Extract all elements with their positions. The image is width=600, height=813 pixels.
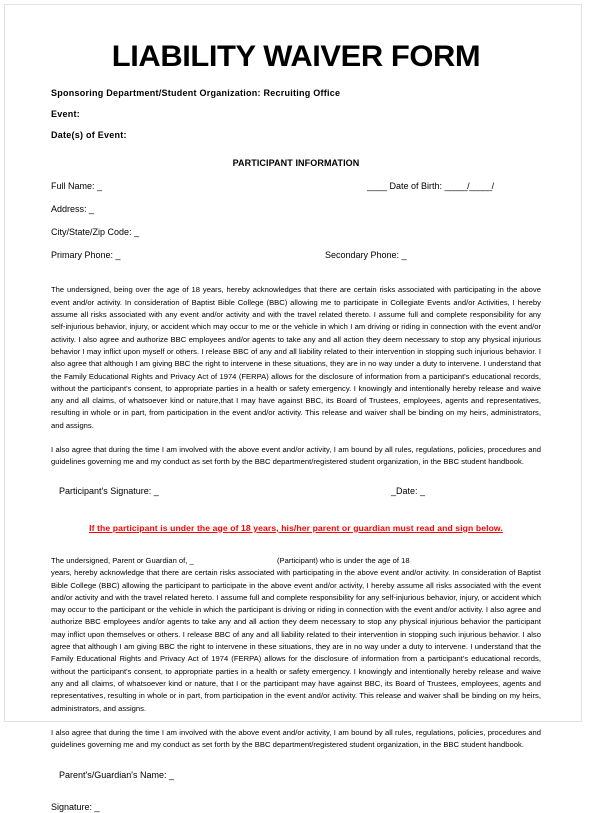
participant-agreement-block (51, 284, 541, 498)
city-state-zip-input-blank[interactable]: _ (134, 227, 139, 238)
guardian-agreement-block (51, 555, 541, 813)
header-field-sponsoring-department (51, 89, 541, 99)
header-field-event (51, 110, 541, 120)
participant-signature-blank[interactable]: _ (153, 485, 159, 496)
page-title: LIABILITY WAIVER FORM (111, 40, 481, 73)
participant-agreement-paragraph-1: The undersigned, being over the age of 18 years, hereby acknowledges that there are certain risks associated with participating in the above event and/or activity. In consideration of Baptist Bible College (BBC) allowing me to participate in Collegiate Events and/or Activities, I hereby assume all risks associated with any event and/or activity and with the travel related thereto. I assume full and complete responsibility for any self-injurious behavior, injury, or accident which may occur to me or the vehicle in which I am driving or riding in connection with the event and/or activity. I also agree and authorize BBC employees and/or agents to take any and all action they deem necessary to stop any physical injurious behavior I may inflict upon myself or others. I release BBC of any and all liability related to their intervention in stopping such injurious behavior. I also agree that although I am giving BBC the right to intervene in these situations, they are in no way under a duty to intervene. I understand that the Family Educational Rights and Privacy Act of 1974 (FERPA) allows for the disclosure of information from a participant's educational records, without the participant's consent, to appropriate parties in a health or safety emergency. I knowingly and intentionally hereby release and waive any and all claims, of whatsoever kind or nature,that I may have against BBC, its Board of Trustees, employees, agents and representatives, resulting in whole or in part, from participation in the event and/or activity. This release and waiver shall be binding on my heirs, administrators, and assigns. (51, 285, 541, 430)
full-name-label: Full Name: (51, 181, 95, 192)
guardian-name-blank[interactable]: _ (169, 770, 174, 781)
guardian-agreement-paragraph-2: I also agree that during the time I am involved with the above event and/or activity, I am bound by all rules, regulations, policies, procedures and guidelines governing me and my conduct as set forth by the BBC department/registered student organization, in the BBC student handbook. (51, 727, 541, 750)
secondary-phone-group (325, 251, 406, 261)
participant-signature-label: Participant's Signature: (59, 485, 152, 496)
field-row-full-name (51, 182, 541, 193)
guardian-name-row (51, 771, 541, 781)
minor-warning-notice: If the participant is under the age of 18 years, his/her parent or guardian must read and sign below. (89, 522, 503, 533)
address-label: Address: (51, 204, 87, 215)
address-input-blank[interactable]: _ (89, 204, 94, 215)
primary-phone-input-blank[interactable]: _ (115, 250, 121, 261)
participant-date-blank[interactable]: _ (420, 485, 425, 496)
primary-phone-label: Primary Phone: (51, 250, 114, 261)
document-body (51, 41, 541, 813)
guardian-signature-blank[interactable]: _ (94, 802, 100, 813)
participant-agreement-paragraph-2: I also agree that during the time I am involved with the above event and/or activity, I am bound by all rules, regulations, policies, procedures and guidelines governing me and my conduct as set forth by the BBC department/registered student organization, in the BBC student handbook. (51, 445, 541, 467)
guardian-first-line (51, 555, 541, 567)
field-row-primary-phone (51, 251, 541, 262)
date-of-birth-label: ____ Date of Birth: (367, 181, 443, 192)
city-state-zip-label: City/State/Zip Code: (51, 227, 132, 238)
participant-date-label: _Date: (391, 485, 418, 496)
field-row-city-state-zip (51, 228, 541, 239)
guardian-name-label: Parent's/Guardian's Name: (59, 770, 167, 781)
participant-date-group (391, 487, 425, 497)
secondary-phone-input-blank[interactable]: _ (401, 250, 407, 261)
header-field-label: Date(s) of Event: (51, 129, 127, 140)
field-row-address (51, 205, 541, 216)
guardian-first-line-tail: (Participant) who is under the age of 18 (277, 555, 410, 565)
secondary-phone-label: Secondary Phone: (325, 250, 400, 261)
header-field-value: Recruiting Office (263, 87, 341, 98)
participant-signature-row (51, 487, 541, 499)
guardian-agreement-paragraph-1: years, hereby acknowledge that there are certain risks associated with participating in the above event and/or activity. In consideration of Baptist Bible College (BBC) allowing the participant to participate in the above event and/or activity, I hereby assume all risks associated with the event and/or activity and with the travel related hereto. I assume full and complete responsibility for any self-injurious behavior, injury, or accident which may occur to the participant or the vehicle in which the participant is driving or riding in connection with the event and/or activity. I also agree and authorize BBC employees and/or agents to take any and all action they deem necessary to stop any physical injurious behavior the participant may inflict upon themselves or others. I release BBC of any and all liability related to their intervention in stopping such injurious behavior. I also agree that although I am giving BBC the right to intervene in these situations, they are in no way under a duty to intervene. I understand that the Family Educational Rights and Privacy Act of 1974 (FERPA) allows for the disclosure of information from a participant's educational records, without the participant's consent, to appropriate parties in a health or safety emergency. I knowingly and intentionally hereby release and waive any and all claims, of whatsoever kind or nature, that I or the participant may have against BBC, its Board of Trustees, employees, agents and representatives, resulting in whole or in part, from participation in the event and/or activity. This release and waiver shall be binding on my heirs, administrators, and assigns. (51, 568, 541, 713)
date-of-birth-input-blank[interactable]: _____/_____/ (444, 181, 494, 192)
guardian-signature-row (51, 803, 541, 813)
guardian-signature-label: Signature: (51, 802, 93, 813)
header-field-label: Event: (51, 108, 81, 119)
document-page (4, 4, 582, 813)
guardian-first-line-lead: The undersigned, Parent or Guardian of, _ (51, 555, 194, 565)
header-field-dates-of-event (51, 131, 541, 141)
participant-information-heading: PARTICIPANT INFORMATION (232, 158, 360, 169)
header-field-label: Sponsoring Department/Student Organization: (51, 87, 261, 98)
date-of-birth-group (367, 182, 494, 192)
full-name-input-blank[interactable]: _ (97, 181, 102, 192)
